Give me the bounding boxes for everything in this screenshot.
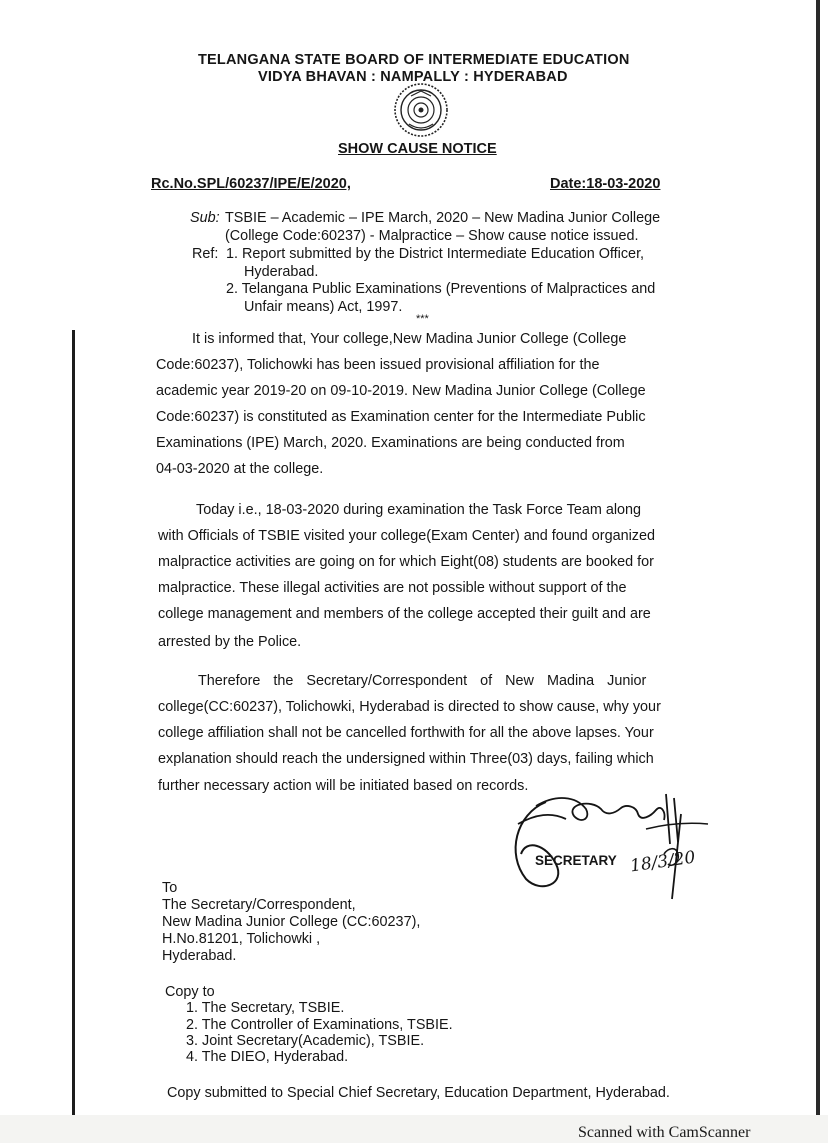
copy-submitted-line: Copy submitted to Special Chief Secretary, Education Department, Hyderabad. — [167, 1085, 670, 1101]
ref-separator: *** — [416, 313, 429, 325]
para2-line-2: with Officials of TSBIE visited your college(Exam Center) and found organized — [158, 528, 655, 544]
copy-to-item: 3. Joint Secretary(Academic), TSBIE. — [186, 1033, 425, 1049]
to-line-1: To — [162, 880, 178, 896]
para2-line-6: arrested by the Police. — [158, 634, 302, 650]
para1-line-4: Code:60237) is constituted as Examination center for the Intermediate Public — [156, 409, 646, 425]
para1-line-1: It is informed that, Your college,New Madina Junior College (College — [192, 331, 627, 347]
para2-line-5: college management and members of the college accepted their guilt and are — [158, 606, 651, 622]
subject-label: Sub: — [190, 210, 220, 226]
para3-line-1: Therefore the Secretary/Correspondent of New Madina Junior — [198, 673, 647, 689]
ref-1-line-2: Hyderabad. — [244, 264, 319, 280]
para1-line-3: academic year 2019-20 on 09-10-2019. New Madina Junior College (College — [156, 383, 646, 399]
para3-line-5: further necessary action will be initiated based on records. — [158, 778, 529, 794]
scanner-watermark: Scanned with CamScanner — [578, 1124, 751, 1141]
signature-date: 18/3/20 — [628, 847, 697, 877]
handwritten-signature-icon — [496, 784, 726, 904]
header-line-1: TELANGANA STATE BOARD OF INTERMEDIATE EDUCATION — [198, 52, 630, 68]
para3-line-2: college(CC:60237), Tolichowki, Hyderabad is directed to show cause, why your — [158, 699, 661, 715]
header-line-2: VIDYA BHAVAN : NAMPALLY : HYDERABAD — [258, 69, 568, 85]
subject-line-2: (College Code:60237) - Malpractice – Show cause notice issued. — [225, 228, 639, 244]
para1-line-2: Code:60237), Tolichowki has been issued provisional affiliation for the — [156, 357, 600, 373]
to-line-4: H.No.81201, Tolichowki , — [162, 931, 321, 947]
copy-to-item: 2. The Controller of Examinations, TSBIE. — [186, 1017, 453, 1033]
ref-2-line-2: Unfair means) Act, 1997. — [244, 299, 403, 315]
para2-line-3: malpractice activities are going on for which Eight(08) students are booked for — [158, 554, 654, 570]
subject-line-1: TSBIE – Academic – IPE March, 2020 – New Madina Junior College — [225, 210, 661, 226]
signatory-designation: SECRETARY — [535, 853, 617, 868]
ref-2-line-1: 2. Telangana Public Examinations (Preventions of Malpractices and — [226, 281, 656, 297]
para1-line-5: Examinations (IPE) March, 2020. Examinations are being conducted from — [156, 435, 625, 451]
to-line-3: New Madina Junior College (CC:60237), — [162, 914, 421, 930]
notice-date: Date:18-03-2020 — [550, 176, 661, 192]
board-emblem-icon — [393, 82, 449, 138]
notice-title: SHOW CAUSE NOTICE — [338, 141, 497, 157]
para3-line-3: college affiliation shall not be cancelled forthwith for all the above lapses. Your — [158, 725, 654, 741]
page-shadow-right — [816, 0, 820, 1115]
ref-1-line-1: 1. Report submitted by the District Intermediate Education Officer, — [226, 246, 645, 262]
page-shadow-left — [72, 330, 75, 1115]
copy-to-item: 4. The DIEO, Hyderabad. — [186, 1049, 349, 1065]
ref-label: Ref: — [192, 246, 219, 262]
para1-line-6: 04-03-2020 at the college. — [156, 461, 324, 477]
to-line-2: The Secretary/Correspondent, — [162, 897, 356, 913]
copy-to-item: 1. The Secretary, TSBIE. — [186, 1000, 345, 1016]
para2-line-1: Today i.e., 18-03-2020 during examination the Task Force Team along — [196, 502, 642, 518]
para2-line-4: malpractice. These illegal activities are not possible without support of the — [158, 580, 627, 596]
copy-to-label: Copy to — [165, 984, 215, 1000]
reference-number: Rc.No.SPL/60237/IPE/E/2020, — [151, 176, 351, 192]
para3-line-4: explanation should reach the undersigned within Three(03) days, failing which — [158, 751, 654, 767]
to-line-5: Hyderabad. — [162, 948, 237, 964]
